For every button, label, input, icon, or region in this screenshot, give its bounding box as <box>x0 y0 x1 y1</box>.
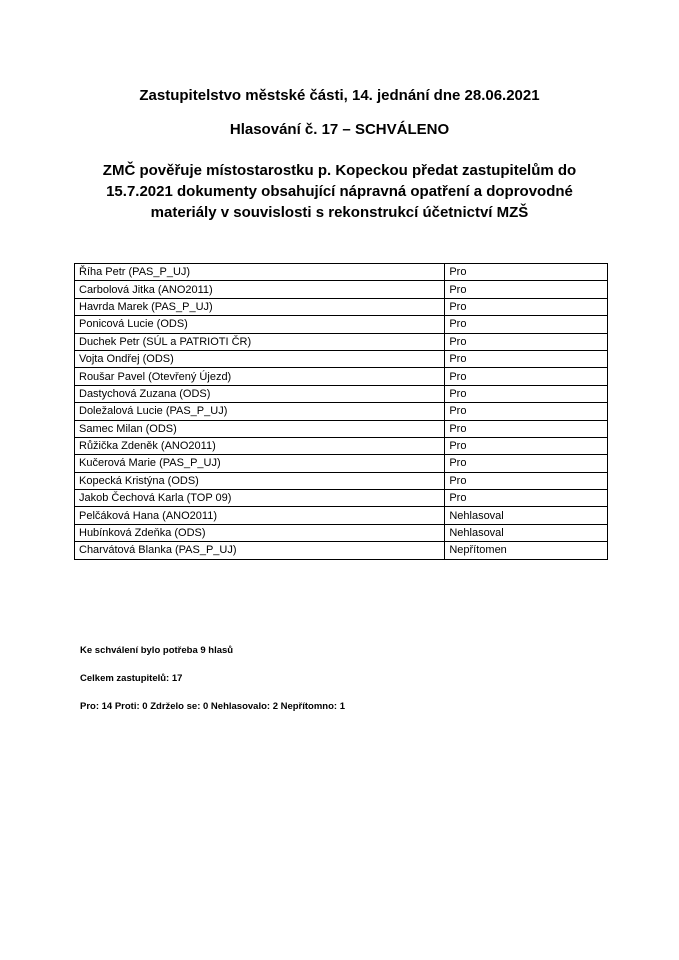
member-vote-cell: Pro <box>445 316 608 333</box>
member-vote-cell: Pro <box>445 403 608 420</box>
member-name-cell: Hubínková Zdeňka (ODS) <box>75 524 445 541</box>
member-name-cell: Vojta Ondřej (ODS) <box>75 350 445 367</box>
member-name-cell: Jakob Čechová Karla (TOP 09) <box>75 490 445 507</box>
member-vote-cell: Pro <box>445 490 608 507</box>
member-name-cell: Dastychová Zuzana (ODS) <box>75 385 445 402</box>
member-name-cell: Pelčáková Hana (ANO2011) <box>75 507 445 524</box>
table-row <box>75 298 608 315</box>
table-row <box>75 524 608 541</box>
table-row <box>75 264 608 281</box>
session-title: Zastupitelstvo městské části, 14. jednání dne 28.06.2021 <box>139 87 540 104</box>
table-row <box>75 403 608 420</box>
table-row <box>75 437 608 454</box>
resolution-line: materiály v souvislosti s rekonstrukcí účetnictví MZŠ <box>150 204 529 221</box>
table-row <box>75 333 608 350</box>
required-votes-text: Ke schválení bylo potřeba 9 hlasů <box>80 645 234 656</box>
member-name-cell: Ponicová Lucie (ODS) <box>75 316 445 333</box>
table-row <box>75 316 608 333</box>
table-row <box>75 350 608 367</box>
member-name-cell: Kučerová Marie (PAS_P_UJ) <box>75 455 445 472</box>
member-vote-cell: Pro <box>445 385 608 402</box>
member-name-cell: Roušar Pavel (Otevřený Újezd) <box>75 368 445 385</box>
member-vote-cell: Pro <box>445 281 608 298</box>
total-members-text: Celkem zastupitelů: 17 <box>80 673 183 684</box>
member-vote-cell: Nehlasoval <box>445 524 608 541</box>
member-vote-cell: Pro <box>445 333 608 350</box>
member-vote-cell: Pro <box>445 350 608 367</box>
member-name-cell: Růžička Zdeněk (ANO2011) <box>75 437 445 454</box>
member-vote-cell: Pro <box>445 472 608 489</box>
table-row <box>75 455 608 472</box>
member-vote-cell: Pro <box>445 420 608 437</box>
member-name-cell: Havrda Marek (PAS_P_UJ) <box>75 298 445 315</box>
vote-breakdown-text: Pro: 14 Proti: 0 Zdrželo se: 0 Nehlasovalo: 2 Nepřítomno: 1 <box>80 701 346 712</box>
member-vote-cell: Pro <box>445 455 608 472</box>
member-name-cell: Doležalová Lucie (PAS_P_UJ) <box>75 403 445 420</box>
table-row <box>75 507 608 524</box>
resolution-text <box>60 160 619 223</box>
member-vote-cell: Nepřítomen <box>445 542 608 559</box>
table-row <box>75 385 608 402</box>
resolution-line: 15.7.2021 dokumenty obsahující nápravná opatření a doprovodné <box>106 183 573 200</box>
member-vote-cell: Nehlasoval <box>445 507 608 524</box>
member-name-cell: Říha Petr (PAS_P_UJ) <box>75 264 445 281</box>
member-name-cell: Samec Milan (ODS) <box>75 420 445 437</box>
vote-heading: Hlasování č. 17 – SCHVÁLENO <box>229 121 450 138</box>
votes-table-body <box>75 264 608 560</box>
votes-table <box>74 263 608 560</box>
member-vote-cell: Pro <box>445 368 608 385</box>
member-name-cell: Charvátová Blanka (PAS_P_UJ) <box>75 542 445 559</box>
member-vote-cell: Pro <box>445 264 608 281</box>
resolution-line: ZMČ pověřuje místostarostku p. Kopeckou předat zastupitelům do <box>102 162 577 179</box>
member-name-cell: Kopecká Kristýna (ODS) <box>75 472 445 489</box>
table-row <box>75 542 608 559</box>
member-name-cell: Carbolová Jitka (ANO2011) <box>75 281 445 298</box>
table-row <box>75 368 608 385</box>
member-vote-cell: Pro <box>445 298 608 315</box>
table-row <box>75 281 608 298</box>
table-row <box>75 472 608 489</box>
table-row <box>75 420 608 437</box>
member-vote-cell: Pro <box>445 437 608 454</box>
member-name-cell: Duchek Petr (SÚL a PATRIOTI ČR) <box>75 333 445 350</box>
table-row <box>75 490 608 507</box>
